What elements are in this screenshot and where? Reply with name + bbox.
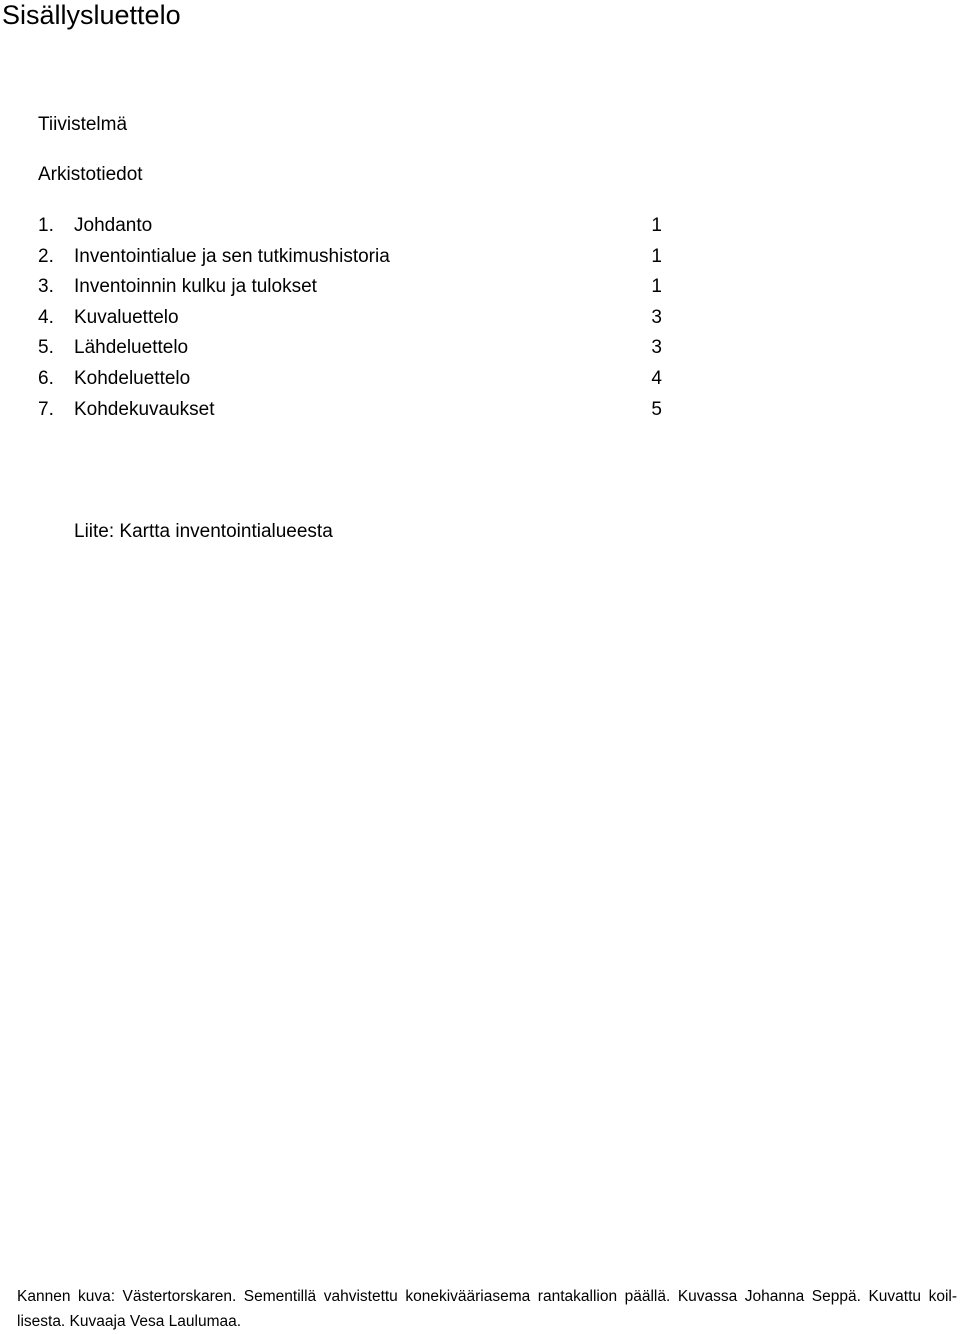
toc-entry-title: Kohdekuvaukset [74, 399, 215, 420]
toc-entry [38, 214, 662, 238]
toc-entry-page: 1 [651, 276, 662, 297]
appendix-note: Liite: Kartta inventointialueesta [74, 521, 333, 542]
toc-entry-page: 1 [651, 246, 662, 267]
toc-entry-page: 3 [651, 307, 662, 328]
toc-entry-number: 6. [38, 368, 54, 389]
toc-entry-page: 3 [651, 337, 662, 358]
toc-entry-title: Lähdeluettelo [74, 337, 189, 358]
toc-entry-title: Inventointialue ja sen tutkimushistoria [74, 246, 390, 267]
toc-entry-title: Inventoinnin kulku ja tulokset [74, 276, 317, 297]
toc-entry [38, 306, 662, 330]
toc-entry-number: 7. [38, 399, 54, 420]
toc-entry-number: 2. [38, 246, 54, 267]
front-matter-archive-info: Arkistotiedot [38, 164, 143, 185]
page-title: Sisällysluettelo [2, 0, 181, 30]
toc-entry-number: 3. [38, 276, 54, 297]
toc-entry-number: 5. [38, 337, 54, 358]
toc-entry-title: Kuvaluettelo [74, 307, 179, 328]
front-matter-abstract: Tiivistelmä [38, 114, 128, 135]
toc-entry [38, 336, 662, 360]
toc-entry [38, 245, 662, 269]
toc-entry [38, 275, 662, 299]
toc-entry-number: 4. [38, 307, 54, 328]
toc-entry [38, 367, 662, 391]
cover-caption: Kannen kuva: Västertorskaren. Sementillä vahvistettu konekivääriasema rantakallion päällä. Kuvassa Johanna Seppä. Kuvattu koil-lisesta. Kuvaaja Vesa Laulumaa. [17, 1288, 957, 1330]
toc-entry [38, 398, 662, 422]
toc-entry-title: Kohdeluettelo [74, 368, 191, 389]
toc-entry-number: 1. [38, 215, 54, 236]
toc-entry-title: Johdanto [74, 215, 153, 236]
toc-entry-page: 5 [651, 399, 662, 420]
toc-entry-page: 1 [651, 215, 662, 236]
toc-entry-page: 4 [651, 368, 662, 389]
